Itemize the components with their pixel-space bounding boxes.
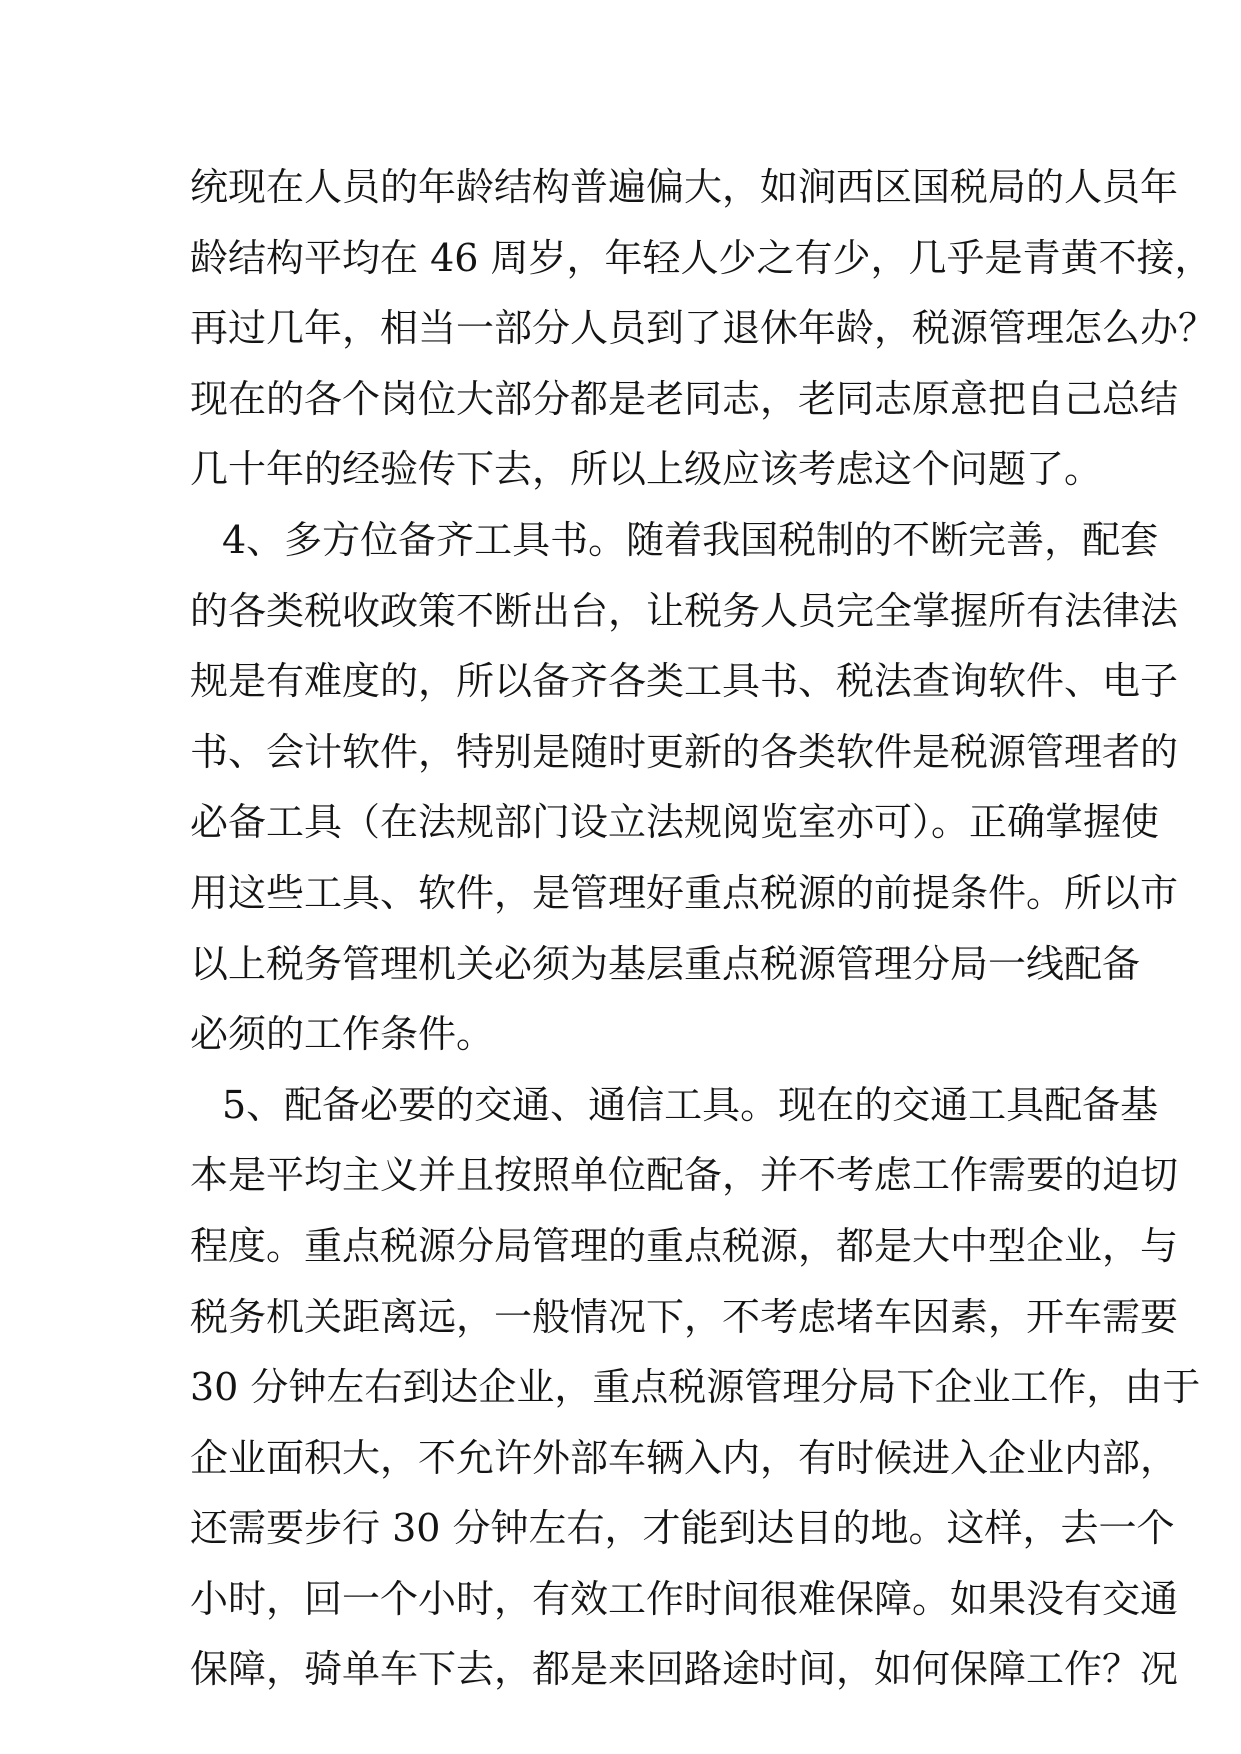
text-line: 再过几年，相当一部分人员到了退休年龄，税源管理怎么办？	[190, 306, 1217, 351]
paragraph-start-line: 5、配备必要的交通、通信工具。现在的交通工具配备基	[222, 1082, 1159, 1127]
text-line: 本是平均主义并且按照单位配备，并不考虑工作需要的迫切	[190, 1153, 1179, 1198]
text-line: 的各类税收政策不断出台，让税务人员完全掌握所有法律法	[190, 588, 1179, 633]
text-line: 书、会计软件，特别是随时更新的各类软件是税源管理者的	[190, 729, 1179, 774]
text-line: 统现在人员的年龄结构普遍偏大，如涧西区国税局的人员年	[190, 165, 1179, 209]
text-line: 龄结构平均在 46 周岁，年轻人少之有少，几乎是青黄不接，	[190, 235, 1213, 280]
paragraph-start-line: 4、多方位备齐工具书。随着我国税制的不断完善，配套	[222, 517, 1159, 562]
text-line: 用这些工具、软件，是管理好重点税源的前提条件。所以市	[190, 870, 1179, 915]
text-line: 企业面积大，不允许外部车辆入内，有时候进入企业内部，	[190, 1435, 1179, 1480]
text-line: 还需要步行 30 分钟左右，才能到达目的地。这样，去一个	[190, 1506, 1175, 1551]
text-line: 现在的各个岗位大部分都是老同志，老同志原意把自己总结	[190, 376, 1179, 421]
text-line: 30 分钟左右到达企业，重点税源管理分局下企业工作，由于	[190, 1365, 1201, 1410]
text-line: 税务机关距离远，一般情况下，不考虑堵车因素，开车需要	[190, 1294, 1179, 1339]
body-text	[190, 152, 1217, 1705]
text-line: 必须的工作条件。	[190, 1012, 495, 1057]
text-line: 小时，回一个小时，有效工作时间很难保障。如果没有交通	[190, 1576, 1179, 1621]
text-line: 规是有难度的，所以备齐各类工具书、税法查询软件、电子	[190, 659, 1179, 704]
text-line: 以上税务管理机关必须为基层重点税源管理分局一线配备	[190, 941, 1141, 986]
text-line: 必备工具（在法规部门设立法规阅览室亦可）。正确掌握使	[190, 800, 1160, 845]
text-line: 程度。重点税源分局管理的重点税源，都是大中型企业，与	[190, 1223, 1179, 1268]
text-line: 保障，骑单车下去，都是来回路途时间，如何保障工作？况	[190, 1647, 1179, 1692]
text-line: 几十年的经验传下去，所以上级应该考虑这个问题了。	[190, 447, 1103, 492]
